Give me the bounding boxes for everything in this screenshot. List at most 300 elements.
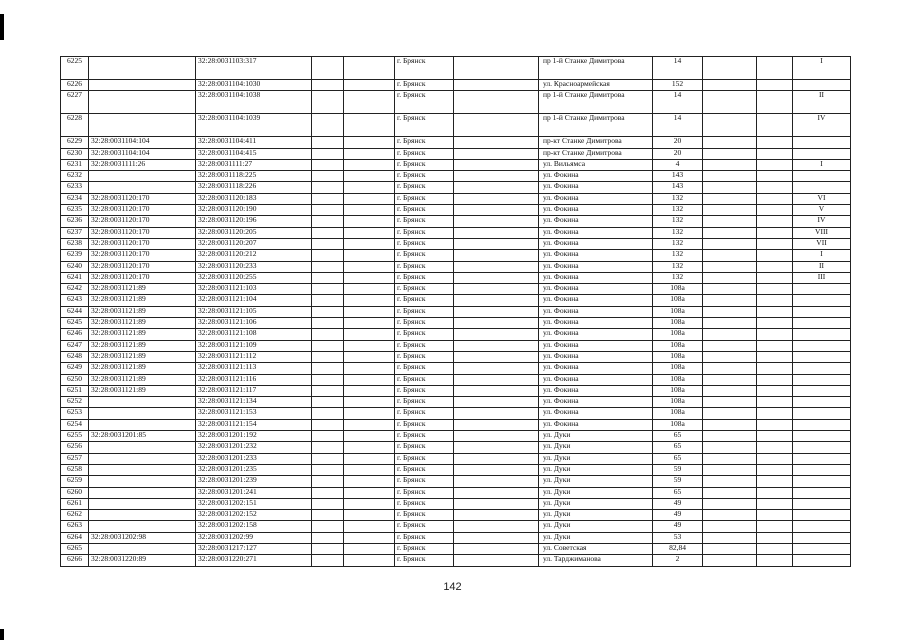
street-cell: ул. Фокина [539,318,653,329]
cadastral-number-cell: 32:28:0031121:153 [196,408,312,419]
table-row [61,385,851,396]
table-row [61,487,851,498]
street-cell: пр 1-й Станке Димитрова [539,91,653,114]
empty-cell [454,80,539,91]
empty-cell [312,510,344,521]
cadastral-number-cell: 32:28:0031118:225 [196,171,312,182]
street-cell: ул. Фокина [539,374,653,385]
empty-cell [312,159,344,170]
house-number-cell: 143 [653,182,703,193]
street-cell: ул. Дуки [539,453,653,464]
empty-cell [703,464,757,475]
empty-cell [344,498,395,509]
house-number-cell: 49 [653,510,703,521]
cadastral-number-cell: 32:28:0031121:105 [196,306,312,317]
city-cell: г. Брянск [395,510,454,521]
empty-cell [757,306,793,317]
empty-cell [454,397,539,408]
table-row [61,351,851,362]
city-cell: г. Брянск [395,182,454,193]
empty-cell [757,295,793,306]
street-cell: ул. Дуки [539,476,653,487]
empty-cell [703,510,757,521]
empty-cell [757,442,793,453]
row-number-cell: 6233 [61,182,89,193]
empty-cell [312,543,344,554]
empty-cell [344,284,395,295]
empty-cell [757,284,793,295]
table-row [61,442,851,453]
row-number-cell: 6260 [61,487,89,498]
house-number-cell: 132 [653,205,703,216]
parent-cadastral-cell [89,498,196,509]
empty-cell [703,250,757,261]
empty-cell [312,340,344,351]
row-number-cell: 6225 [61,57,89,80]
house-number-cell: 108а [653,351,703,362]
empty-cell [757,431,793,442]
table-row [61,464,851,475]
empty-cell [454,453,539,464]
empty-cell [703,543,757,554]
scan-edge-mark-bottom [0,629,4,640]
empty-cell [757,148,793,159]
empty-cell [757,510,793,521]
street-cell: ул. Фокина [539,351,653,362]
cadastral-number-cell: 32:28:0031201:235 [196,464,312,475]
empty-cell [344,408,395,419]
empty-cell [344,521,395,532]
cadastral-number-cell: 32:28:0031121:104 [196,295,312,306]
cadastral-number-cell: 32:28:0031121:134 [196,397,312,408]
premises-number-cell [793,318,851,329]
empty-cell [344,431,395,442]
street-cell: ул. Фокина [539,182,653,193]
parent-cadastral-cell: 32:28:0031120:170 [89,238,196,249]
parent-cadastral-cell: 32:28:0031220:89 [89,555,196,566]
parent-cadastral-cell: 32:28:0031121:89 [89,385,196,396]
empty-cell [454,227,539,238]
premises-number-cell [793,284,851,295]
empty-cell [454,171,539,182]
empty-cell [454,555,539,566]
house-number-cell: 20 [653,148,703,159]
empty-cell [454,487,539,498]
city-cell: г. Брянск [395,272,454,283]
premises-number-cell [793,295,851,306]
table-row [61,555,851,566]
street-cell: ул. Фокина [539,329,653,340]
parent-cadastral-cell [89,464,196,475]
empty-cell [703,80,757,91]
house-number-cell: 49 [653,498,703,509]
table-row [61,318,851,329]
cadastral-number-cell: 32:28:0031121:117 [196,385,312,396]
empty-cell [312,57,344,80]
empty-cell [703,397,757,408]
street-cell: ул. Дуки [539,521,653,532]
city-cell: г. Брянск [395,250,454,261]
parent-cadastral-cell: 32:28:0031121:89 [89,318,196,329]
house-number-cell: 2 [653,555,703,566]
table-row [61,431,851,442]
premises-number-cell: I [793,250,851,261]
house-number-cell: 108а [653,363,703,374]
empty-cell [757,374,793,385]
table-row [61,543,851,554]
empty-cell [757,137,793,148]
cadastral-number-cell: 32:28:0031121:112 [196,351,312,362]
cadastral-number-cell: 32:28:0031104:415 [196,148,312,159]
city-cell: г. Брянск [395,193,454,204]
city-cell: г. Брянск [395,261,454,272]
empty-cell [703,91,757,114]
street-cell: ул. Фокина [539,193,653,204]
street-cell: ул. Фокина [539,261,653,272]
house-number-cell: 108а [653,295,703,306]
empty-cell [344,295,395,306]
premises-number-cell: IV [793,216,851,227]
empty-cell [312,284,344,295]
empty-cell [312,272,344,283]
street-cell: ул. Дуки [539,464,653,475]
city-cell: г. Брянск [395,238,454,249]
empty-cell [454,340,539,351]
city-cell: г. Брянск [395,419,454,430]
street-cell: ул. Фокина [539,272,653,283]
city-cell: г. Брянск [395,532,454,543]
empty-cell [454,476,539,487]
empty-cell [757,159,793,170]
street-cell: ул. Тарджиманова [539,555,653,566]
cadastral-number-cell: 32:28:0031202:158 [196,521,312,532]
empty-cell [703,238,757,249]
row-number-cell: 6251 [61,385,89,396]
cadastral-number-cell: 32:28:0031111:27 [196,159,312,170]
city-cell: г. Брянск [395,329,454,340]
empty-cell [757,476,793,487]
row-number-cell: 6241 [61,272,89,283]
empty-cell [312,238,344,249]
premises-number-cell: VI [793,193,851,204]
city-cell: г. Брянск [395,385,454,396]
premises-number-cell [793,555,851,566]
premises-number-cell [793,137,851,148]
house-number-cell: 14 [653,57,703,80]
parent-cadastral-cell: 32:28:0031121:89 [89,340,196,351]
empty-cell [344,419,395,430]
empty-cell [312,182,344,193]
parent-cadastral-cell: 32:28:0031121:89 [89,374,196,385]
empty-cell [312,487,344,498]
row-number-cell: 6254 [61,419,89,430]
empty-cell [454,272,539,283]
house-number-cell: 53 [653,532,703,543]
empty-cell [757,238,793,249]
premises-number-cell [793,532,851,543]
premises-number-cell [793,363,851,374]
house-number-cell: 49 [653,521,703,532]
row-number-cell: 6257 [61,453,89,464]
empty-cell [312,555,344,566]
empty-cell [454,250,539,261]
empty-cell [757,340,793,351]
house-number-cell: 108а [653,397,703,408]
street-cell: ул. Красноармейская [539,80,653,91]
empty-cell [344,351,395,362]
row-number-cell: 6253 [61,408,89,419]
empty-cell [344,205,395,216]
empty-cell [703,374,757,385]
empty-cell [703,306,757,317]
premises-number-cell: I [793,159,851,170]
empty-cell [757,532,793,543]
empty-cell [703,216,757,227]
parent-cadastral-cell [89,543,196,554]
premises-number-cell [793,453,851,464]
empty-cell [344,318,395,329]
parent-cadastral-cell [89,487,196,498]
table-row [61,193,851,204]
empty-cell [703,351,757,362]
street-cell: ул. Дуки [539,431,653,442]
parent-cadastral-cell [89,57,196,80]
city-cell: г. Брянск [395,295,454,306]
table-row [61,250,851,261]
table-row [61,159,851,170]
empty-cell [703,148,757,159]
city-cell: г. Брянск [395,363,454,374]
empty-cell [454,182,539,193]
empty-cell [757,216,793,227]
premises-number-cell [793,397,851,408]
parent-cadastral-cell [89,114,196,137]
empty-cell [454,498,539,509]
table-row [61,419,851,430]
city-cell: г. Брянск [395,351,454,362]
empty-cell [344,532,395,543]
parent-cadastral-cell: 32:28:0031202:98 [89,532,196,543]
city-cell: г. Брянск [395,453,454,464]
house-number-cell: 108а [653,374,703,385]
table-row [61,137,851,148]
empty-cell [757,193,793,204]
table-row [61,340,851,351]
cadastral-number-cell: 32:28:0031121:154 [196,419,312,430]
street-cell: ул. Фокина [539,340,653,351]
empty-cell [344,250,395,261]
empty-cell [454,442,539,453]
page-number: 142 [443,581,462,593]
house-number-cell: 108а [653,318,703,329]
table-row [61,306,851,317]
premises-number-cell [793,419,851,430]
table-row [61,521,851,532]
cadastral-number-cell: 32:28:0031120:212 [196,250,312,261]
empty-cell [312,476,344,487]
parent-cadastral-cell [89,442,196,453]
parent-cadastral-cell [89,91,196,114]
premises-number-cell [793,306,851,317]
house-number-cell: 143 [653,171,703,182]
empty-cell [344,193,395,204]
city-cell: г. Брянск [395,137,454,148]
parent-cadastral-cell: 32:28:0031121:89 [89,284,196,295]
city-cell: г. Брянск [395,216,454,227]
empty-cell [312,419,344,430]
table-row [61,510,851,521]
empty-cell [703,555,757,566]
house-number-cell: 108а [653,306,703,317]
row-number-cell: 6263 [61,521,89,532]
empty-cell [344,182,395,193]
table-body [61,57,851,567]
empty-cell [454,329,539,340]
cadastral-number-cell: 32:28:0031118:226 [196,182,312,193]
empty-cell [312,408,344,419]
empty-cell [454,510,539,521]
house-number-cell: 65 [653,487,703,498]
empty-cell [703,205,757,216]
city-cell: г. Брянск [395,114,454,137]
row-number-cell: 6239 [61,250,89,261]
empty-cell [344,543,395,554]
row-number-cell: 6266 [61,555,89,566]
premises-number-cell [793,329,851,340]
premises-number-cell [793,476,851,487]
house-number-cell: 132 [653,227,703,238]
city-cell: г. Брянск [395,442,454,453]
cadastral-number-cell: 32:28:0031201:232 [196,442,312,453]
city-cell: г. Брянск [395,408,454,419]
premises-number-cell [793,543,851,554]
row-number-cell: 6232 [61,171,89,182]
cadastral-number-cell: 32:28:0031202:151 [196,498,312,509]
empty-cell [344,227,395,238]
cadastral-number-cell: 32:28:0031121:109 [196,340,312,351]
empty-cell [703,532,757,543]
empty-cell [344,453,395,464]
row-number-cell: 6234 [61,193,89,204]
empty-cell [757,498,793,509]
city-cell: г. Брянск [395,227,454,238]
city-cell: г. Брянск [395,397,454,408]
city-cell: г. Брянск [395,521,454,532]
premises-number-cell: VII [793,238,851,249]
city-cell: г. Брянск [395,284,454,295]
street-cell: ул. Фокина [539,216,653,227]
empty-cell [757,543,793,554]
house-number-cell: 20 [653,137,703,148]
house-number-cell: 82,84 [653,543,703,554]
empty-cell [312,171,344,182]
empty-cell [703,329,757,340]
table-row [61,205,851,216]
empty-cell [454,137,539,148]
row-number-cell: 6243 [61,295,89,306]
row-number-cell: 6237 [61,227,89,238]
empty-cell [344,137,395,148]
house-number-cell: 14 [653,91,703,114]
house-number-cell: 4 [653,159,703,170]
empty-cell [454,431,539,442]
row-number-cell: 6236 [61,216,89,227]
row-number-cell: 6249 [61,363,89,374]
premises-number-cell [793,340,851,351]
parent-cadastral-cell: 32:28:0031120:170 [89,205,196,216]
parent-cadastral-cell: 32:28:0031120:170 [89,272,196,283]
row-number-cell: 6255 [61,431,89,442]
premises-number-cell [793,385,851,396]
empty-cell [312,397,344,408]
cadastral-number-cell: 32:28:0031120:255 [196,272,312,283]
parent-cadastral-cell: 32:28:0031120:170 [89,216,196,227]
empty-cell [703,498,757,509]
row-number-cell: 6227 [61,91,89,114]
parent-cadastral-cell: 32:28:0031201:85 [89,431,196,442]
premises-number-cell [793,521,851,532]
premises-number-cell: VIII [793,227,851,238]
cadastral-number-cell: 32:28:0031103:317 [196,57,312,80]
premises-number-cell: II [793,261,851,272]
parent-cadastral-cell: 32:28:0031120:170 [89,250,196,261]
house-number-cell: 132 [653,238,703,249]
cadastral-number-cell: 32:28:0031220:271 [196,555,312,566]
empty-cell [312,385,344,396]
empty-cell [757,171,793,182]
city-cell: г. Брянск [395,431,454,442]
row-number-cell: 6245 [61,318,89,329]
house-number-cell: 132 [653,272,703,283]
row-number-cell: 6229 [61,137,89,148]
city-cell: г. Брянск [395,57,454,80]
city-cell: г. Брянск [395,476,454,487]
street-cell: ул. Фокина [539,306,653,317]
empty-cell [344,91,395,114]
row-number-cell: 6238 [61,238,89,249]
premises-number-cell [793,408,851,419]
street-cell: ул. Дуки [539,442,653,453]
cadastral-number-cell: 32:28:0031201:241 [196,487,312,498]
cadastral-number-cell: 32:28:0031202:99 [196,532,312,543]
street-cell: ул. Дуки [539,532,653,543]
empty-cell [757,385,793,396]
empty-cell [703,272,757,283]
table-row [61,272,851,283]
empty-cell [703,408,757,419]
empty-cell [703,453,757,464]
empty-cell [454,351,539,362]
cadastral-number-cell: 32:28:0031202:152 [196,510,312,521]
empty-cell [312,295,344,306]
empty-cell [703,284,757,295]
street-cell: пр 1-й Станке Димитрова [539,57,653,80]
empty-cell [454,57,539,80]
street-cell: ул. Вильямса [539,159,653,170]
table-row [61,532,851,543]
row-number-cell: 6259 [61,476,89,487]
street-cell: ул. Дуки [539,487,653,498]
empty-cell [344,442,395,453]
premises-number-cell [793,80,851,91]
empty-cell [344,306,395,317]
street-cell: ул. Фокина [539,227,653,238]
empty-cell [312,464,344,475]
empty-cell [703,227,757,238]
house-number-cell: 65 [653,442,703,453]
cadastral-number-cell: 32:28:0031201:239 [196,476,312,487]
table-row [61,498,851,509]
